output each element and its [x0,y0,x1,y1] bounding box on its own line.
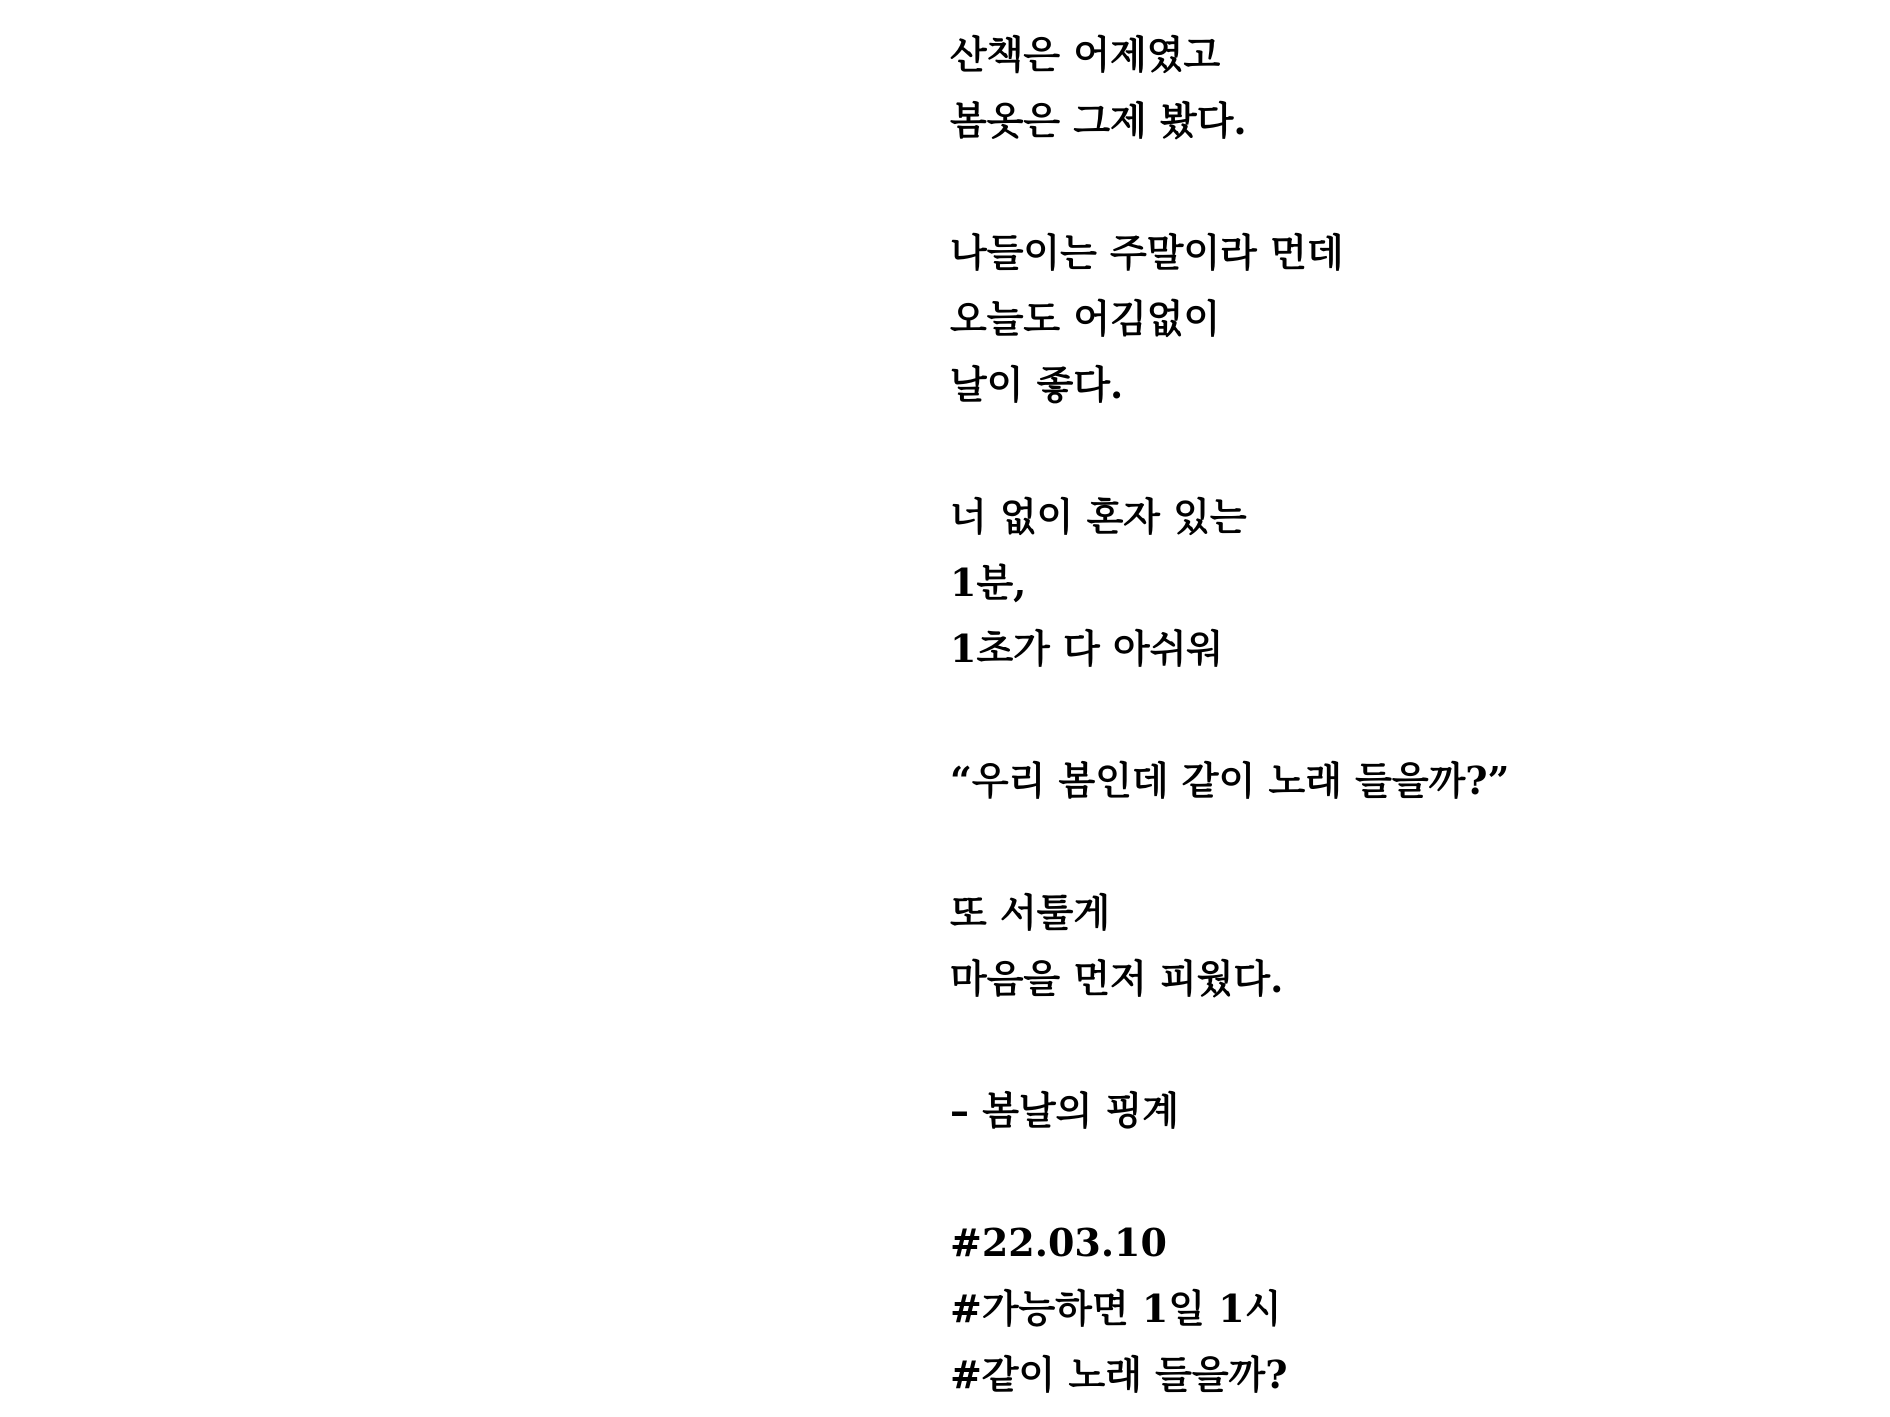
poem-line: 나들이는 주말이라 먼데 [950,230,1344,275]
stanza-break [950,1144,1850,1210]
stanza-break [950,418,1850,484]
stanza-break [950,682,1850,748]
poem-text-block [950,22,1850,1408]
poem-line: 산책은 어제였고 [950,32,1221,77]
hashtag: #가능하면 1일 1시 [950,1286,1282,1331]
stanza-break [950,814,1850,880]
poem-line: 오늘도 어김없이 [950,296,1221,341]
poem-title: – 봄날의 핑계 [950,1088,1179,1133]
hashtag: #같이 노래 들을까? [950,1352,1288,1397]
poem-line: 너 없이 혼자 있는 [950,494,1247,539]
hashtag-date: #22.03.10 [950,1220,1167,1265]
poem-line: 1초가 다 아쉬워 [950,626,1224,671]
poem-line: 1분, [950,560,1027,605]
stanza-break [950,154,1850,220]
poem-line: 날이 좋다. [950,362,1124,407]
poem-line: 봄옷은 그제 봤다. [950,98,1247,143]
poem-line: 마음을 먼저 피웠다. [950,956,1284,1001]
poem-line: 또 서툴게 [950,890,1111,935]
stanza-break [950,1012,1850,1078]
poem-quote-line: “우리 봄인데 같이 노래 들을까?” [950,758,1510,803]
